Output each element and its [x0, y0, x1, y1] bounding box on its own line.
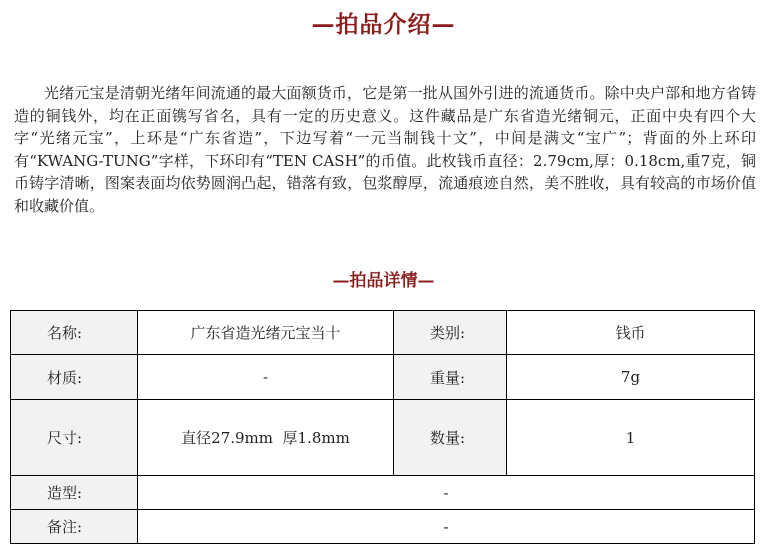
- shape-label: 造型:: [11, 476, 138, 510]
- size-value: 直径27.9mm 厚1.8mm: [138, 400, 394, 476]
- weight-label: 重量:: [394, 355, 507, 400]
- table-row-shape: [11, 476, 755, 510]
- table-row-remarks: [11, 510, 755, 544]
- table-row-size: [11, 400, 755, 476]
- table-row-material: [11, 355, 755, 400]
- intro-paragraph: 光绪元宝是清朝光绪年间流通的最大面额货币，它是第一批从国外引进的流通货币。除中央户部和地方省铸造的铜钱外，均在正面镌写省名，具有一定的历史意义。这件藏品是广东省造光绪铜元，正面中央有四个大字“光绪元宝”，上环是“广东省造”，下边写着“一元当制钱十文”，中间是满文“宝广”；背面的外上环印有“KWANG-TUNG”字样，下环印有“TEN CASH”的币值。此枚钱币直径：2.79cm,厚：0.18cm,重7克，铜币铸字清晰，图案表面均依势圆润凸起，错落有致，包浆醇厚，流通痕迹自然，美不胜收，具有较高的市场价值和收藏价值。: [14, 84, 756, 215]
- shape-value: -: [138, 476, 755, 510]
- details-table: [10, 310, 755, 544]
- details-section-title: —拍品详情—: [332, 271, 435, 291]
- quantity-value: 1: [507, 400, 755, 476]
- category-label: 类别:: [394, 311, 507, 355]
- intro-section-title: —拍品介绍—: [311, 11, 456, 38]
- category-value: 钱币: [507, 311, 755, 355]
- remarks-label: 备注:: [11, 510, 138, 544]
- remarks-value: -: [138, 510, 755, 544]
- size-label: 尺寸:: [11, 400, 138, 476]
- quantity-label: 数量:: [394, 400, 507, 476]
- name-value: 广东省造光绪元宝当十: [138, 311, 394, 355]
- material-label: 材质:: [11, 355, 138, 400]
- weight-value: 7g: [507, 355, 755, 400]
- name-label: 名称:: [11, 311, 138, 355]
- material-value: -: [138, 355, 394, 400]
- table-row-name: [11, 311, 755, 355]
